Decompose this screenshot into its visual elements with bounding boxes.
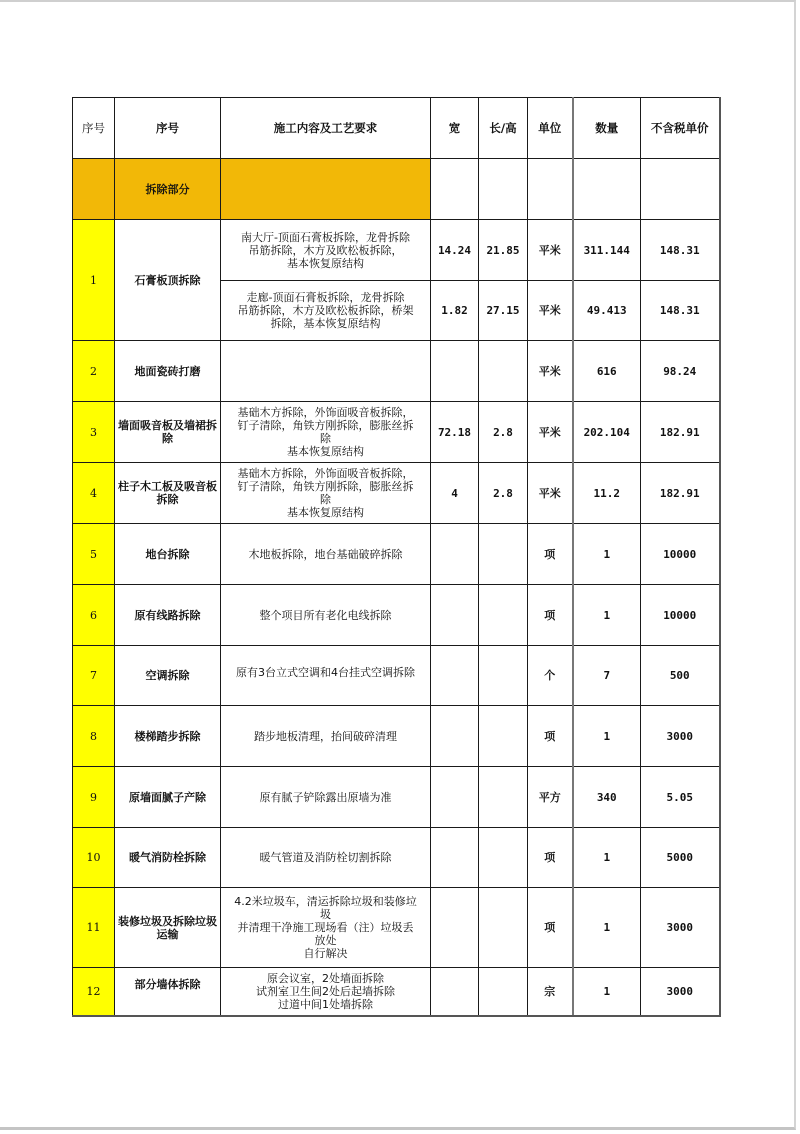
row-length <box>479 585 528 646</box>
row-qty: 7 <box>573 646 641 706</box>
row-desc <box>221 463 431 524</box>
desc-line: 基本恢复原结构 <box>287 445 364 458</box>
row-desc <box>221 888 431 968</box>
row-name: 原墙面腻子产除 <box>115 767 221 828</box>
row-price: 10000 <box>641 585 720 646</box>
row-width <box>431 828 479 888</box>
table-row <box>73 402 720 463</box>
table-row <box>73 585 720 646</box>
row-width <box>431 341 479 402</box>
row-name: 原有线路拆除 <box>115 585 221 646</box>
desc-line: 原会议室，2处墙面拆除 <box>267 971 384 985</box>
row-index: 12 <box>73 968 115 1016</box>
section-price-cell <box>641 159 720 220</box>
desc-line: 暖气管道及消防栓切割拆除 <box>259 851 392 864</box>
row-qty: 1 <box>573 706 641 767</box>
desc-line: 原有3台立式空调和4台挂式空调拆除 <box>236 666 415 679</box>
row-index: 8 <box>73 706 115 767</box>
row-index: 10 <box>73 828 115 888</box>
section-unit-cell <box>528 159 573 220</box>
desc-line: 整个项目所有老化电线拆除 <box>259 608 392 622</box>
row-desc <box>221 585 431 646</box>
desc-line: 南大厅-顶面石膏板拆除，龙骨拆除 <box>241 230 410 244</box>
desc-line: 钉子清除，角铁方刚拆除，膨胀丝拆 <box>237 419 414 432</box>
row-length <box>479 767 528 828</box>
row-length <box>479 828 528 888</box>
row-width <box>431 706 479 767</box>
row-name: 楼梯踏步拆除 <box>115 706 221 767</box>
row-qty: 11.2 <box>573 463 641 524</box>
row-index: 1 <box>73 220 115 341</box>
row-desc <box>221 767 431 828</box>
row-qty: 1 <box>573 828 641 888</box>
desc-line: 吊筋拆除，木方及欧松板拆除， <box>248 243 403 257</box>
row-length <box>479 968 528 1016</box>
row-price: 10000 <box>641 524 720 585</box>
desc-line: 钉子清除，角铁方刚拆除，膨胀丝拆 <box>237 480 414 493</box>
desc-line: 基础木方拆除，外饰面吸音板拆除， <box>237 406 414 419</box>
row-unit: 项 <box>528 524 573 585</box>
demolition-quote-table <box>72 97 721 1017</box>
desc-line: 并清理干净施工现场看（注）垃圾丢 <box>237 921 414 934</box>
row-qty: 49.413 <box>573 281 641 341</box>
header-index: 序号 <box>73 98 115 159</box>
row-unit: 平方 <box>528 767 573 828</box>
row-name: 部分墙体拆除 <box>115 968 221 1016</box>
row-qty: 1 <box>573 968 641 1016</box>
row-desc <box>221 220 431 281</box>
header-row <box>73 98 720 159</box>
row-price: 182.91 <box>641 463 720 524</box>
section-qty-cell <box>573 159 641 220</box>
row-name: 墙面吸音板及墙裙拆除 <box>115 402 221 463</box>
row-price: 148.31 <box>641 281 720 341</box>
row-width <box>431 767 479 828</box>
desc-line: 圾 <box>320 908 331 921</box>
table-row <box>73 706 720 767</box>
desc-line: 原有腻子铲除露出原墙为准 <box>259 790 392 804</box>
table-row <box>73 524 720 585</box>
row-unit: 项 <box>528 828 573 888</box>
row-name: 装修垃圾及拆除垃圾运输 <box>115 888 221 968</box>
row-desc <box>221 646 431 706</box>
desc-line: 基础木方拆除，外饰面吸音板拆除， <box>237 467 414 480</box>
row-unit: 平米 <box>528 341 573 402</box>
table-row <box>73 767 720 828</box>
row-qty: 616 <box>573 341 641 402</box>
row-width <box>431 585 479 646</box>
row-price: 3000 <box>641 706 720 767</box>
section-desc-cell <box>221 159 431 220</box>
row-price: 5.05 <box>641 767 720 828</box>
row-index: 6 <box>73 585 115 646</box>
header-unit: 单位 <box>528 98 573 159</box>
row-desc <box>221 402 431 463</box>
row-qty: 340 <box>573 767 641 828</box>
row-unit: 平米 <box>528 463 573 524</box>
header-width: 宽 <box>431 98 479 159</box>
row-price: 3000 <box>641 888 720 968</box>
row-width: 4 <box>431 463 479 524</box>
section-title: 拆除部分 <box>115 159 221 220</box>
row-index: 5 <box>73 524 115 585</box>
row-name: 地面瓷砖打磨 <box>115 341 221 402</box>
row-length <box>479 524 528 585</box>
desc-line: 放处 <box>314 934 337 947</box>
row-width <box>431 646 479 706</box>
row-name: 柱子木工板及吸音板拆除 <box>115 463 221 524</box>
desc-line: 基本恢复原结构 <box>287 506 364 519</box>
header-price: 不含税单价 <box>641 98 720 159</box>
table-row <box>73 828 720 888</box>
row-qty: 1 <box>573 888 641 968</box>
row-desc <box>221 828 431 888</box>
row-qty: 1 <box>573 524 641 585</box>
row-price: 182.91 <box>641 402 720 463</box>
header-qty: 数量 <box>573 98 641 159</box>
row-length <box>479 706 528 767</box>
row-length <box>479 646 528 706</box>
row-length: 2.8 <box>479 402 528 463</box>
row-name: 地台拆除 <box>115 524 221 585</box>
row-width: 14.24 <box>431 220 479 281</box>
section-length-cell <box>479 159 528 220</box>
row-name: 石膏板顶拆除 <box>115 220 221 341</box>
header-name: 序号 <box>115 98 221 159</box>
row-index: 11 <box>73 888 115 968</box>
row-length <box>479 341 528 402</box>
table-row <box>73 968 720 1016</box>
desc-line: 走廊-顶面石膏板拆除，龙骨拆除 <box>246 291 405 304</box>
row-unit: 宗 <box>528 968 573 1016</box>
row-price: 3000 <box>641 968 720 1016</box>
desc-line: 吊筋拆除，木方及欧松板拆除，桥架 <box>237 304 414 317</box>
row-length: 21.85 <box>479 220 528 281</box>
row-name: 暖气消防栓拆除 <box>115 828 221 888</box>
row-unit: 平米 <box>528 402 573 463</box>
desc-line: 木地板拆除，地台基础破碎拆除 <box>248 547 403 561</box>
section-width-cell <box>431 159 479 220</box>
row-desc <box>221 281 431 341</box>
row-desc <box>221 341 431 402</box>
desc-line: 拆除，基本恢复原结构 <box>270 317 381 330</box>
desc-line: 基本恢复原结构 <box>287 256 364 270</box>
row-qty: 311.144 <box>573 220 641 281</box>
row-price: 5000 <box>641 828 720 888</box>
row-index: 2 <box>73 341 115 402</box>
row-price: 148.31 <box>641 220 720 281</box>
desc-line: 除 <box>320 432 331 445</box>
table-row <box>73 341 720 402</box>
desc-line: 踏步地板清理，抬间破碎清理 <box>254 729 397 743</box>
header-length: 长/高 <box>479 98 528 159</box>
table-row <box>73 646 720 706</box>
row-unit: 平米 <box>528 220 573 281</box>
row-index: 4 <box>73 463 115 524</box>
row-unit: 个 <box>528 646 573 706</box>
row-desc <box>221 524 431 585</box>
section-index-cell <box>73 159 115 220</box>
row-price: 98.24 <box>641 341 720 402</box>
row-unit: 平米 <box>528 281 573 341</box>
row-width <box>431 888 479 968</box>
row-index: 9 <box>73 767 115 828</box>
row-length <box>479 888 528 968</box>
row-desc <box>221 968 431 1016</box>
table-row <box>73 463 720 524</box>
row-qty: 1 <box>573 585 641 646</box>
row-width: 72.18 <box>431 402 479 463</box>
row-unit: 项 <box>528 585 573 646</box>
table-row <box>73 888 720 968</box>
row-name: 空调拆除 <box>115 646 221 706</box>
row-index: 7 <box>73 646 115 706</box>
row-price: 500 <box>641 646 720 706</box>
row-qty: 202.104 <box>573 402 641 463</box>
row-length: 27.15 <box>479 281 528 341</box>
row-unit: 项 <box>528 888 573 968</box>
desc-line: 除 <box>320 493 331 506</box>
desc-line: 自行解决 <box>303 947 348 960</box>
row-length: 2.8 <box>479 463 528 524</box>
desc-line: 4.2米垃圾车，清运拆除垃圾和装修垃 <box>234 895 417 908</box>
row-index: 3 <box>73 402 115 463</box>
row-unit: 项 <box>528 706 573 767</box>
section-row <box>73 159 720 220</box>
desc-line: 过道中间1处墙拆除 <box>278 997 373 1011</box>
row-width <box>431 524 479 585</box>
desc-line: 试剂室卫生间2处后起墙拆除 <box>256 984 395 998</box>
header-desc: 施工内容及工艺要求 <box>221 98 431 159</box>
row-desc <box>221 706 431 767</box>
row-width <box>431 968 479 1016</box>
row-width: 1.82 <box>431 281 479 341</box>
table-row <box>73 220 720 281</box>
